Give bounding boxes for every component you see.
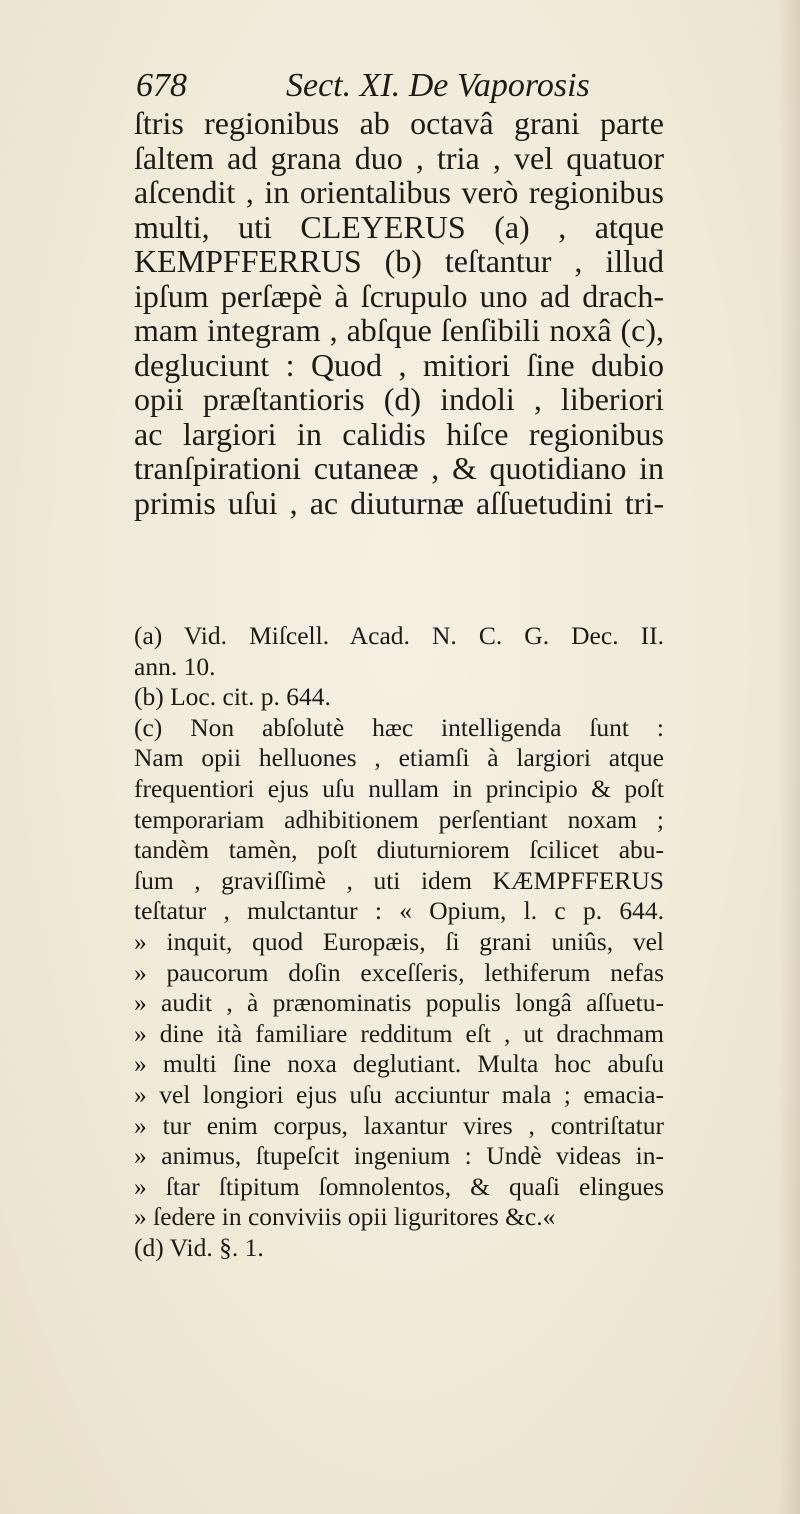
page-number: 678	[136, 67, 187, 104]
footnote-line: (d) Vid. §. 1.	[134, 1232, 264, 1262]
footnote-line: » vel longiori ejus uſu acciuntur mala ; emacia-	[134, 1079, 664, 1109]
footnote-line: teſtatur , mulctantur : « Opium, l. c p. 644.	[134, 896, 664, 926]
footnote-line: ſum , graviſſimè , uti idem KÆMPFFERUS	[134, 865, 664, 895]
footnote-line: ann. 10.	[134, 651, 216, 681]
text-line: opii præſtantioris (d) indoli , liberiori	[134, 381, 664, 417]
footnote-line: » tur enim corpus, laxantur vires , contriſtatur	[134, 1110, 664, 1140]
footnote-line: » audit , à prænominatis populis longâ aſſuetu-	[134, 988, 664, 1018]
footnotes	[134, 621, 664, 1263]
text-line: tranſpirationi cutaneæ , & quotidiano in	[134, 450, 664, 486]
footnote-line: » ſedere in conviviis opii liguritores &c.«	[134, 1202, 556, 1232]
text-line: mam integram , abſque ſenſibili noxâ (c),	[134, 312, 664, 348]
footnote-line: frequentiori ejus uſu nullam in principio & poſt	[134, 773, 664, 803]
main-text	[134, 106, 664, 520]
running-head	[136, 66, 666, 106]
footnote-line: temporariam adhibitionem perſentiant noxam ;	[134, 804, 664, 834]
text-line: KEMPFFERRUS (b) teſtantur , illud	[134, 243, 664, 279]
footnote-line: » paucorum doſin exceſſeris, lethiferum nefas	[134, 957, 664, 987]
footnote-line: » ſtar ſtipitum ſomnolentos, & quaſi elingues	[134, 1171, 664, 1201]
footnote-line: » multi ſine noxa deglutiant. Multa hoc abuſu	[134, 1049, 664, 1079]
text-line: ipſum perſæpè à ſcrupulo uno ad drach-	[134, 277, 664, 314]
page-edge-shadow	[778, 0, 800, 1514]
footnote-line: » inquit, quod Europæis, ſi grani uniûs, vel	[134, 926, 664, 956]
text-line: ſtris regionibus ab octavâ grani parte	[134, 105, 664, 141]
text-line: ac largiori in calidis hiſce regionibus	[134, 415, 664, 452]
running-title: Sect. XI. De Vaporosis	[286, 67, 590, 104]
footnote-line: tandèm tamèn, poſt diuturniorem ſcilicet abu-	[134, 835, 664, 865]
text-line: ſaltem ad grana duo , tria , vel quatuor	[134, 139, 664, 176]
footnote-line: » dine ità familiare redditum eſt , ut drachmam	[134, 1018, 664, 1048]
text-line: degluciunt : Quod , mitiori ſine dubio	[134, 346, 664, 383]
footnote-line: (b) Loc. cit. p. 644.	[134, 682, 331, 712]
footnote-line: Nam opii helluones , etiamſi à largiori atque	[134, 743, 664, 773]
footnote-line: (c) Non abſolutè hæc intelligenda ſunt :	[134, 712, 664, 742]
footnote-line: » animus, ſtupeſcit ingenium : Undè videas in-	[134, 1141, 664, 1171]
text-line: primis uſui , ac diuturnæ aſſuetudini tri-	[134, 484, 664, 521]
text-line: aſcendit , in orientalibus verò regionibus	[134, 174, 664, 210]
text-line: multi, uti CLEYERUS (a) , atque	[134, 208, 664, 245]
footnote-line: (a) Vid. Miſcell. Acad. N. C. G. Dec. II.	[134, 621, 664, 650]
